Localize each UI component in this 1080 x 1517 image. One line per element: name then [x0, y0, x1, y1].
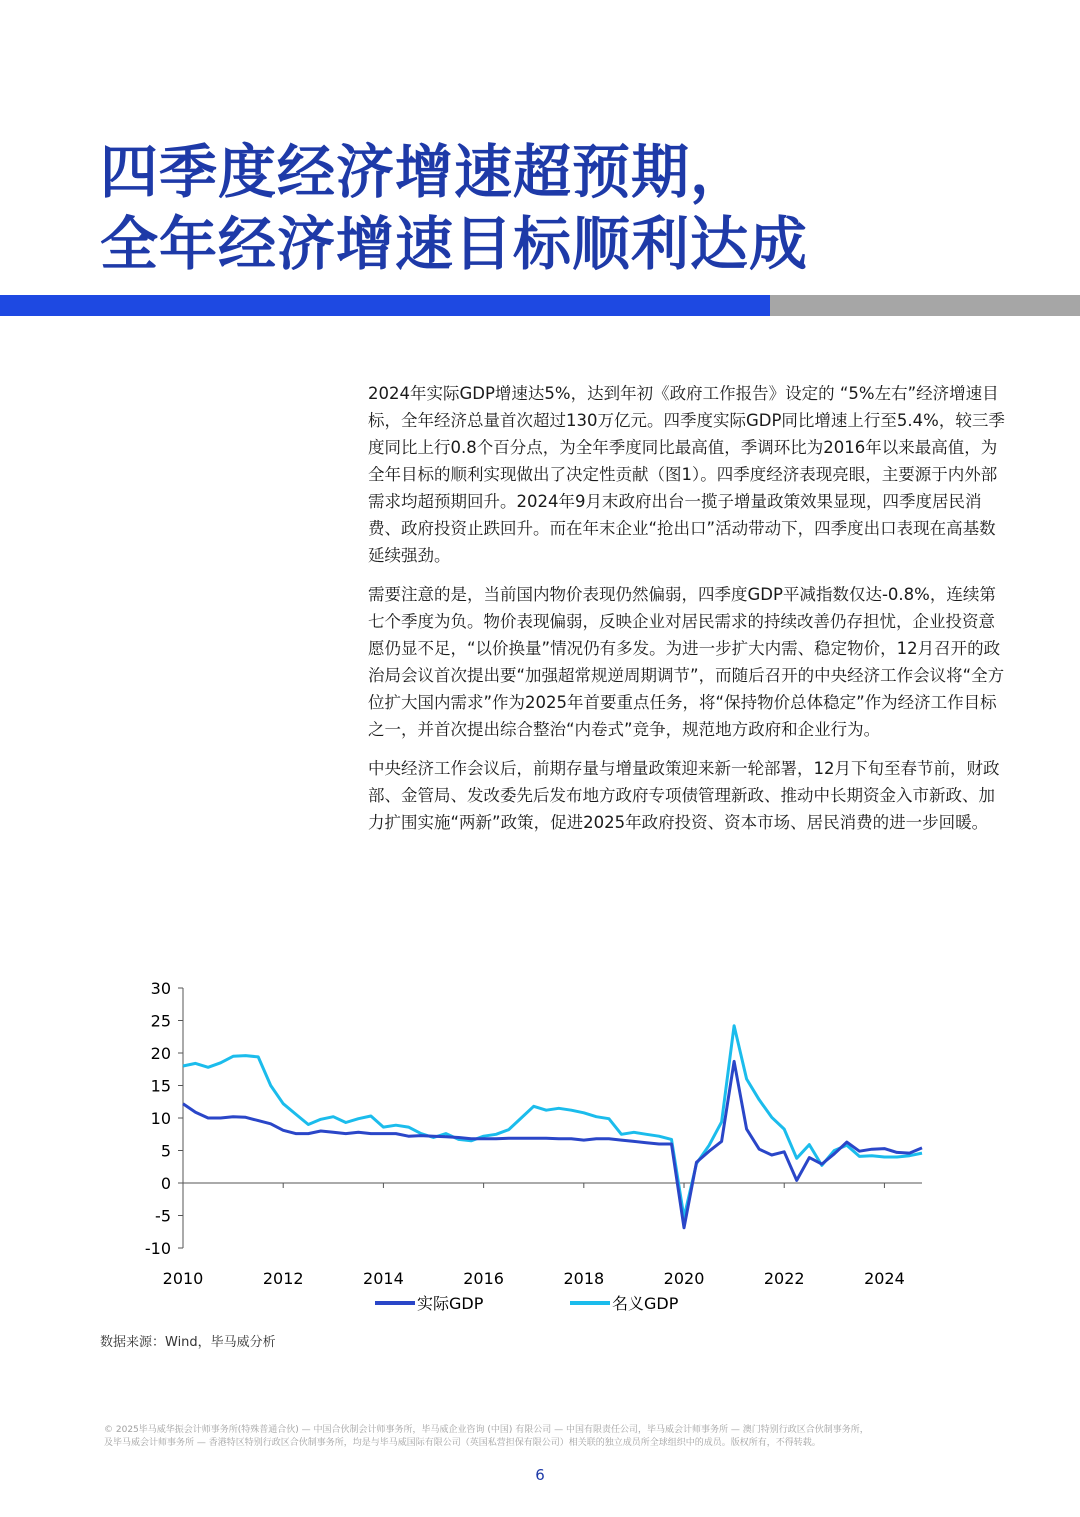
footer-line-2: 及毕马威会计师事务所 — 香港特区特别行政区合伙制事务所，均是与毕马威国际有限公司（英国私营担保有限公司）相关联的独立成员所全球组织中的成员。版权所有，不得转载。 — [104, 1438, 821, 1448]
legend-label-real-gdp: 实际GDP — [417, 1294, 484, 1313]
legend-label-nominal-gdp: 名义GDP — [612, 1294, 679, 1313]
paragraph-2: 需要注意的是，当前国内物价表现仍然偏弱，四季度GDP平减指数仅达-0.8%，连续第七个季度为负。物价表现偏弱，反映企业对居民需求的持续改善仍存担忧，企业投资意愿仍显不足，“以价换量”情况仍有多发。为进一步扩大内需、稳定物价，12月召开的政治局会议首次提出要“加强超常规逆周期调节”，而随后召开的中央经济工作会议将“全方位扩大国内需求”作为2025年首要重点任务，将“保持物价总体稳定”作为经济工作目标之一，并首次提出综合整治“内卷式”竞争，规范地方政府和企业行为。 — [368, 585, 1005, 739]
page-title — [100, 136, 1000, 280]
y-tick-label: 5 — [160, 1141, 171, 1161]
x-tick-label: 2018 — [563, 1269, 605, 1288]
copyright-footer — [104, 1424, 994, 1450]
divider-bar-grey — [770, 295, 1080, 316]
x-tick-label: 2012 — [262, 1269, 304, 1288]
y-tick-label: 20 — [150, 1044, 171, 1063]
y-tick-label: 25 — [150, 1011, 171, 1031]
paragraph-3: 中央经济工作会议后，前期存量与增量政策迎来新一轮部署，12月下旬至春节前，财政部、金管局、发改委先后发布地方政府专项债管理新政、推动中长期资金入市新政、加力扩围实施“两新”政策，促进2025年政府投资、资本市场、居民消费的进一步回暖。 — [368, 759, 1000, 832]
data-source: 数据来源：Wind，毕马威分析 — [100, 1335, 276, 1350]
footer-line-1: © 2025毕马威华振会计师事务所(特殊普通合伙) — 中国合伙制会计师事务所，毕马威企业咨询 (中国) 有限公司 — 中国有限责任公司，毕马威会计师事务所 — 澳门特别行政区合伙制事务所， — [104, 1425, 869, 1435]
y-tick-label: 30 — [150, 979, 171, 998]
y-tick-label: 0 — [160, 1174, 171, 1193]
y-tick-label: -5 — [155, 1206, 171, 1226]
page-number: 6 — [535, 1466, 545, 1484]
title-line-2: 全年经济增速目标顺利达成 — [100, 210, 809, 278]
gdp-line-chart — [130, 975, 950, 1325]
paragraph-1: 2024年实际GDP增速达5%，达到年初《政府工作报告》设定的 “5%左右”经济增速目标，全年经济总量首次超过130万亿元。四季度实际GDP同比增速上行至5.4%，较三季度同比上行0.8个百分点，为全年季度同比最高值，季调环比为2016年以来最高值，为全年目标的顺利实现做出了决定性贡献（图1）。四季度经济表现亮眼，主要源于内外部需求均超预期回升。2024年9月末政府出台一揽子增量政策效果显现，四季度居民消费、政府投资止跌回升。而在年末企业“抢出口”活动带动下，四季度出口表现在高基数延续强劲。 — [368, 384, 1005, 565]
series-line-real-gdp — [183, 1061, 922, 1227]
y-tick-label: -10 — [144, 1239, 171, 1258]
series-line-nominal-gdp — [183, 1026, 922, 1218]
body-text — [368, 380, 1008, 848]
x-tick-label: 2022 — [763, 1269, 805, 1288]
x-tick-label: 2016 — [463, 1269, 504, 1288]
divider-bar-blue — [0, 295, 770, 316]
x-tick-label: 2020 — [663, 1269, 705, 1288]
x-tick-label: 2024 — [864, 1269, 905, 1288]
x-tick-label: 2010 — [162, 1269, 204, 1288]
y-tick-label: 10 — [150, 1109, 171, 1128]
y-tick-label: 15 — [150, 1076, 171, 1096]
title-line-1: 四季度经济增速超预期， — [100, 138, 750, 206]
x-tick-label: 2014 — [363, 1269, 404, 1288]
